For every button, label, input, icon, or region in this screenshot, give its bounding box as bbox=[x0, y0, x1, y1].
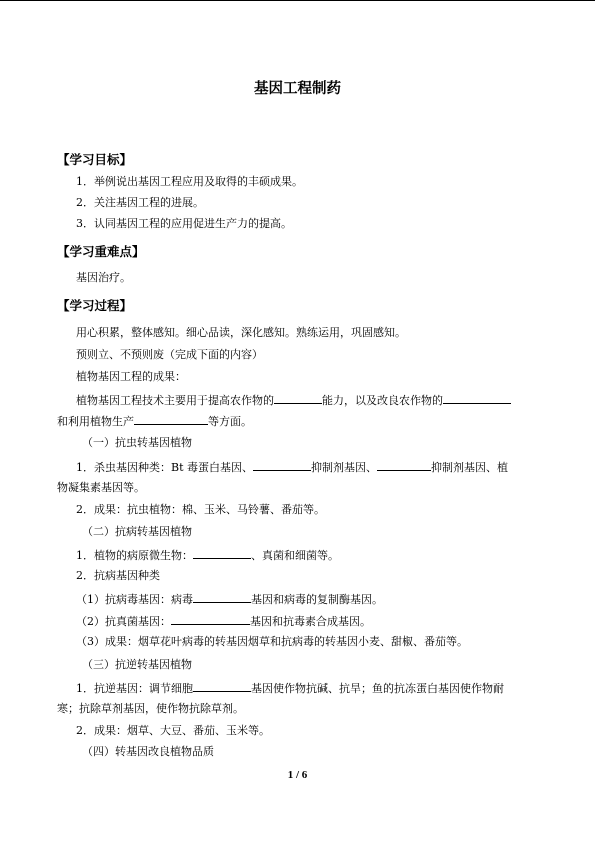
paragraph-line: 2．抗病基因种类 bbox=[76, 569, 160, 582]
objective-item: 1．举例说出基因工程应用及取得的丰硕成果。 bbox=[76, 175, 303, 188]
fill-blank[interactable] bbox=[134, 413, 208, 425]
paragraph-line: 植物基因工程技术主要用于提高农作物的 能力，以及改良农作物的 bbox=[76, 392, 511, 408]
paragraph-line: 和利用植物生产 等方面。 bbox=[57, 415, 252, 428]
fill-blank[interactable] bbox=[193, 547, 251, 559]
paragraph-line: （1）抗病毒基因：病毒 基因和病毒的复制酶基因。 bbox=[76, 593, 383, 606]
paragraph-line: （3）成果：烟草花叶病毒的转基因烟草和抗病毒的转基因小麦、甜椒、番茄等。 bbox=[76, 635, 468, 648]
process-intro: 用心积累，整体感知。细心品读，深化感知。熟练运用，巩固感知。 bbox=[76, 326, 406, 339]
page-number: 1 / 6 bbox=[287, 769, 308, 781]
fill-blank[interactable] bbox=[193, 680, 251, 692]
objective-item: 3．认同基因工程的应用促进生产力的提高。 bbox=[76, 217, 292, 230]
paragraph-line: 1．抗逆基因：调节细胞 基因使作物抗碱、抗旱；鱼的抗冻蛋白基因使作物耐 bbox=[76, 682, 504, 695]
page-top-border bbox=[0, 0, 595, 1]
fill-blank[interactable] bbox=[377, 459, 431, 471]
paragraph-line: 寒；抗除草剂基因，使作物抗除草剂。 bbox=[57, 702, 244, 715]
paragraph-line: 1．杀虫基因种类：Bt 毒蛋白基因、 抑制剂基因、 抑制剂基因、植 bbox=[76, 461, 508, 474]
section-title: （四）转基因改良植物品质 bbox=[82, 745, 214, 758]
fill-blank[interactable] bbox=[253, 459, 311, 471]
fill-blank[interactable] bbox=[171, 613, 250, 625]
paragraph-line: 2．成果：抗虫植物：棉、玉米、马铃薯、番茄等。 bbox=[76, 503, 325, 516]
paragraph-line: 物凝集素基因等。 bbox=[57, 481, 145, 494]
process-intro: 植物基因工程的成果： bbox=[76, 370, 186, 383]
document-title: 基因工程制药 bbox=[254, 81, 341, 97]
objectives-heading: 【学习目标】 bbox=[57, 152, 133, 167]
paragraph-line: 1．植物的病原微生物： 、真菌和细菌等。 bbox=[76, 549, 339, 562]
key-points-text: 基因治疗。 bbox=[76, 271, 131, 284]
process-intro: 预则立、不预则废（完成下面的内容） bbox=[76, 348, 263, 361]
fill-blank[interactable] bbox=[443, 392, 511, 404]
section-title: （一）抗虫转基因植物 bbox=[82, 436, 192, 449]
section-title: （二）抗病转基因植物 bbox=[82, 525, 192, 538]
paragraph-line: 2．成果：烟草、大豆、番茄、玉米等。 bbox=[76, 724, 270, 737]
process-heading: 【学习过程】 bbox=[57, 298, 133, 313]
paragraph-line: （2）抗真菌基因： 基因和抗毒素合成基因。 bbox=[76, 615, 371, 628]
section-title: （三）抗逆转基因植物 bbox=[82, 658, 192, 671]
fill-blank[interactable] bbox=[193, 591, 251, 603]
fill-blank[interactable] bbox=[274, 392, 322, 404]
objective-item: 2．关注基因工程的进展。 bbox=[76, 196, 204, 209]
key-points-heading: 【学习重难点】 bbox=[57, 244, 145, 259]
